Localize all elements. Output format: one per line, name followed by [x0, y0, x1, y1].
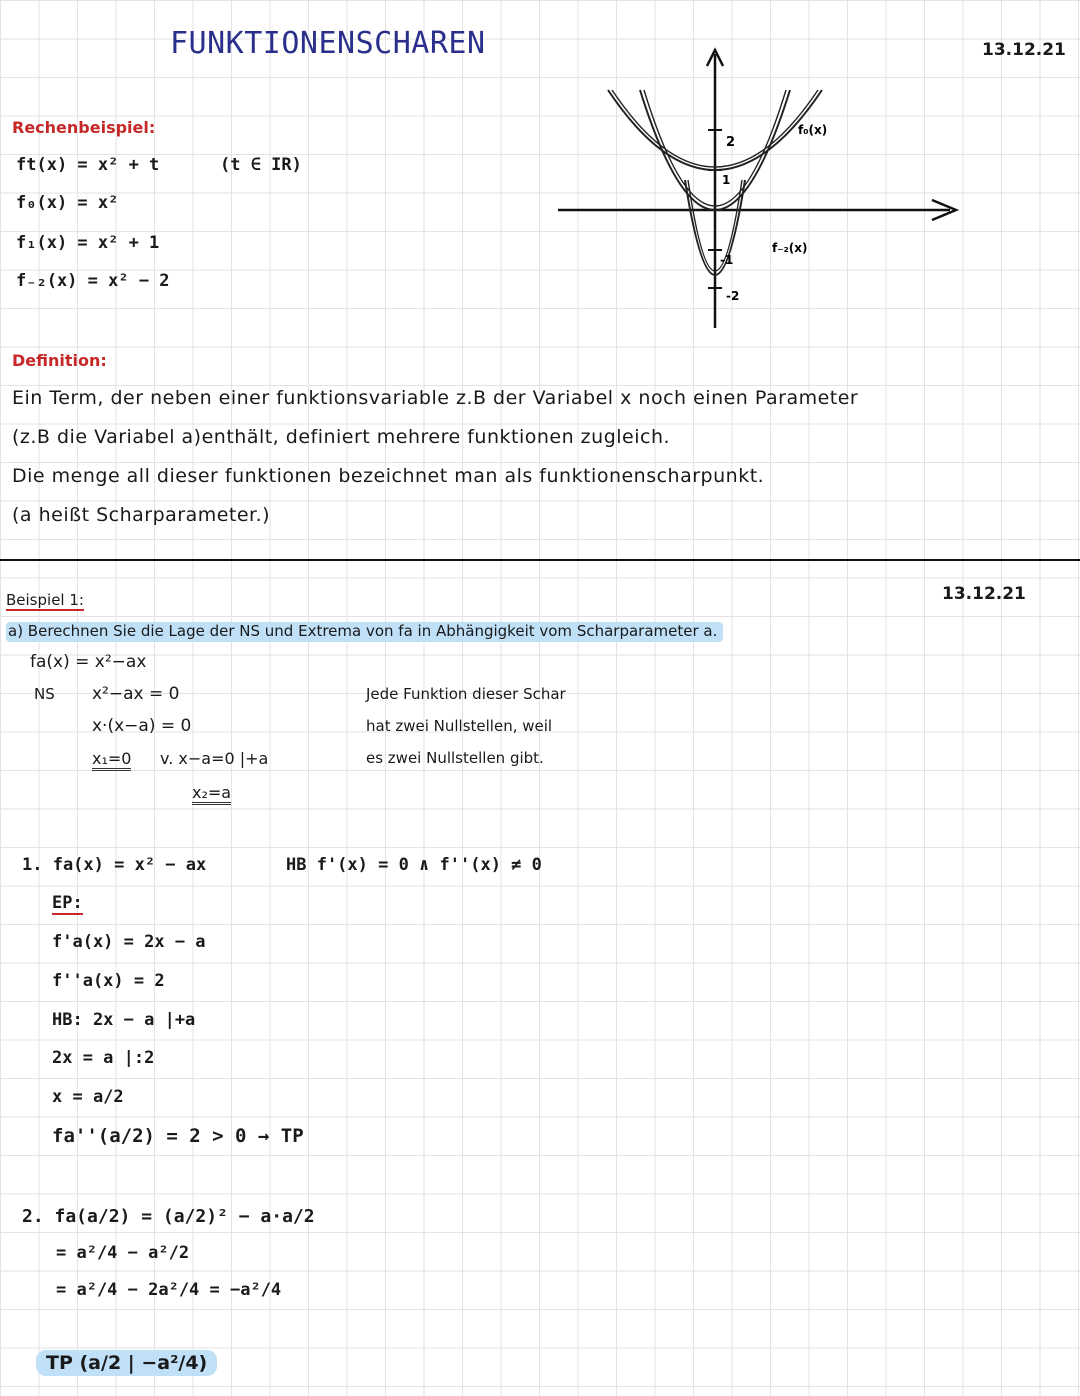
note-line-2: hat zwei Nullstellen, weil	[366, 717, 553, 735]
extrema-step-2: 2. fa(a/2) = (a/2)² − a·a/2	[22, 1206, 315, 1227]
definition-line-1: Ein Term, der neben einer funktionsvariable z.B der Variabel x noch einen Parameter	[12, 387, 859, 409]
example-line-f1: f₁(x) = x² + 1	[16, 233, 160, 253]
step-2-line-b: = a²/4 − 2a²/4 = −a²/4	[56, 1280, 282, 1300]
turning-point-result: TP (a/2 | −a²/4)	[36, 1352, 217, 1374]
label-f0: f₀(x)	[798, 123, 828, 137]
beispiel-function: fa(x) = x²−ax	[30, 652, 147, 672]
note-line-3: es zwei Nullstellen gibt.	[366, 749, 544, 767]
example-line-f0: f₀(x) = x²	[16, 193, 119, 213]
second-derivative: f''a(x) = 2	[52, 971, 165, 991]
hb-condition: HB f'(x) = 0 ∧ f''(x) ≠ 0	[286, 855, 542, 875]
definition-line-4: (a heißt Scharparameter.)	[12, 504, 271, 526]
parabola-graph	[540, 40, 980, 340]
example-line-ft: ft(x) = x² + t	[16, 155, 160, 175]
ns-or-equation: v. x−a=0 |+a	[160, 749, 269, 768]
ns-x2: x₂=a	[192, 783, 231, 802]
beispiel-task: a) Berechnen Sie die Lage der NS und Extrema von fa in Abhängigkeit vom Scharparameter a.	[6, 622, 723, 640]
definition-line-2: (z.B die Variabel a)enthält, definiert mehrere funktionen zugleich.	[12, 426, 671, 448]
hb-equation: HB: 2x − a |+a	[52, 1010, 196, 1030]
date-section2: 13.12.21	[942, 584, 1026, 604]
ns-line-2: x·(x−a) = 0	[92, 716, 192, 736]
second-derivative-check: fa''(a/2) = 2 > 0 → TP	[52, 1125, 304, 1147]
ns-line-1: x²−ax = 0	[92, 684, 180, 704]
beispiel-heading: Beispiel 1:	[6, 591, 84, 609]
page-title: FUNKTIONENSCHAREN	[170, 26, 486, 61]
example-domain-note: (t ∈ IR)	[220, 155, 302, 175]
label-tick-m2: -2	[726, 289, 740, 303]
example-line-fm2: f₋₂(x) = x² − 2	[16, 271, 170, 291]
definition-heading: Definition:	[12, 351, 107, 370]
example-heading: Rechenbeispiel:	[12, 118, 156, 137]
linear-step-1: 2x = a |:2	[52, 1048, 155, 1068]
section-divider	[0, 559, 1080, 561]
first-derivative: f'a(x) = 2x − a	[52, 932, 206, 952]
ns-x1: x₁=0	[92, 749, 131, 768]
note-line-1: Jede Funktion dieser Schar	[366, 685, 566, 703]
definition-line-3: Die menge all dieser funktionen bezeichnet man als funktionenscharpunkt.	[12, 465, 765, 487]
label-tick-2: 2	[726, 135, 736, 150]
date-top: 13.12.21	[982, 40, 1066, 60]
step-2-line-a: = a²/4 − a²/2	[56, 1243, 190, 1263]
label-fm2: f₋₂(x)	[772, 241, 808, 255]
ns-label: NS	[34, 685, 55, 703]
linear-step-2: x = a/2	[52, 1087, 124, 1107]
label-tick-1: 1	[722, 173, 731, 187]
ep-label: EP:	[52, 893, 83, 913]
label-tick-m1: -1	[720, 253, 734, 267]
extrema-step-1: 1. fa(x) = x² − ax	[22, 855, 207, 875]
